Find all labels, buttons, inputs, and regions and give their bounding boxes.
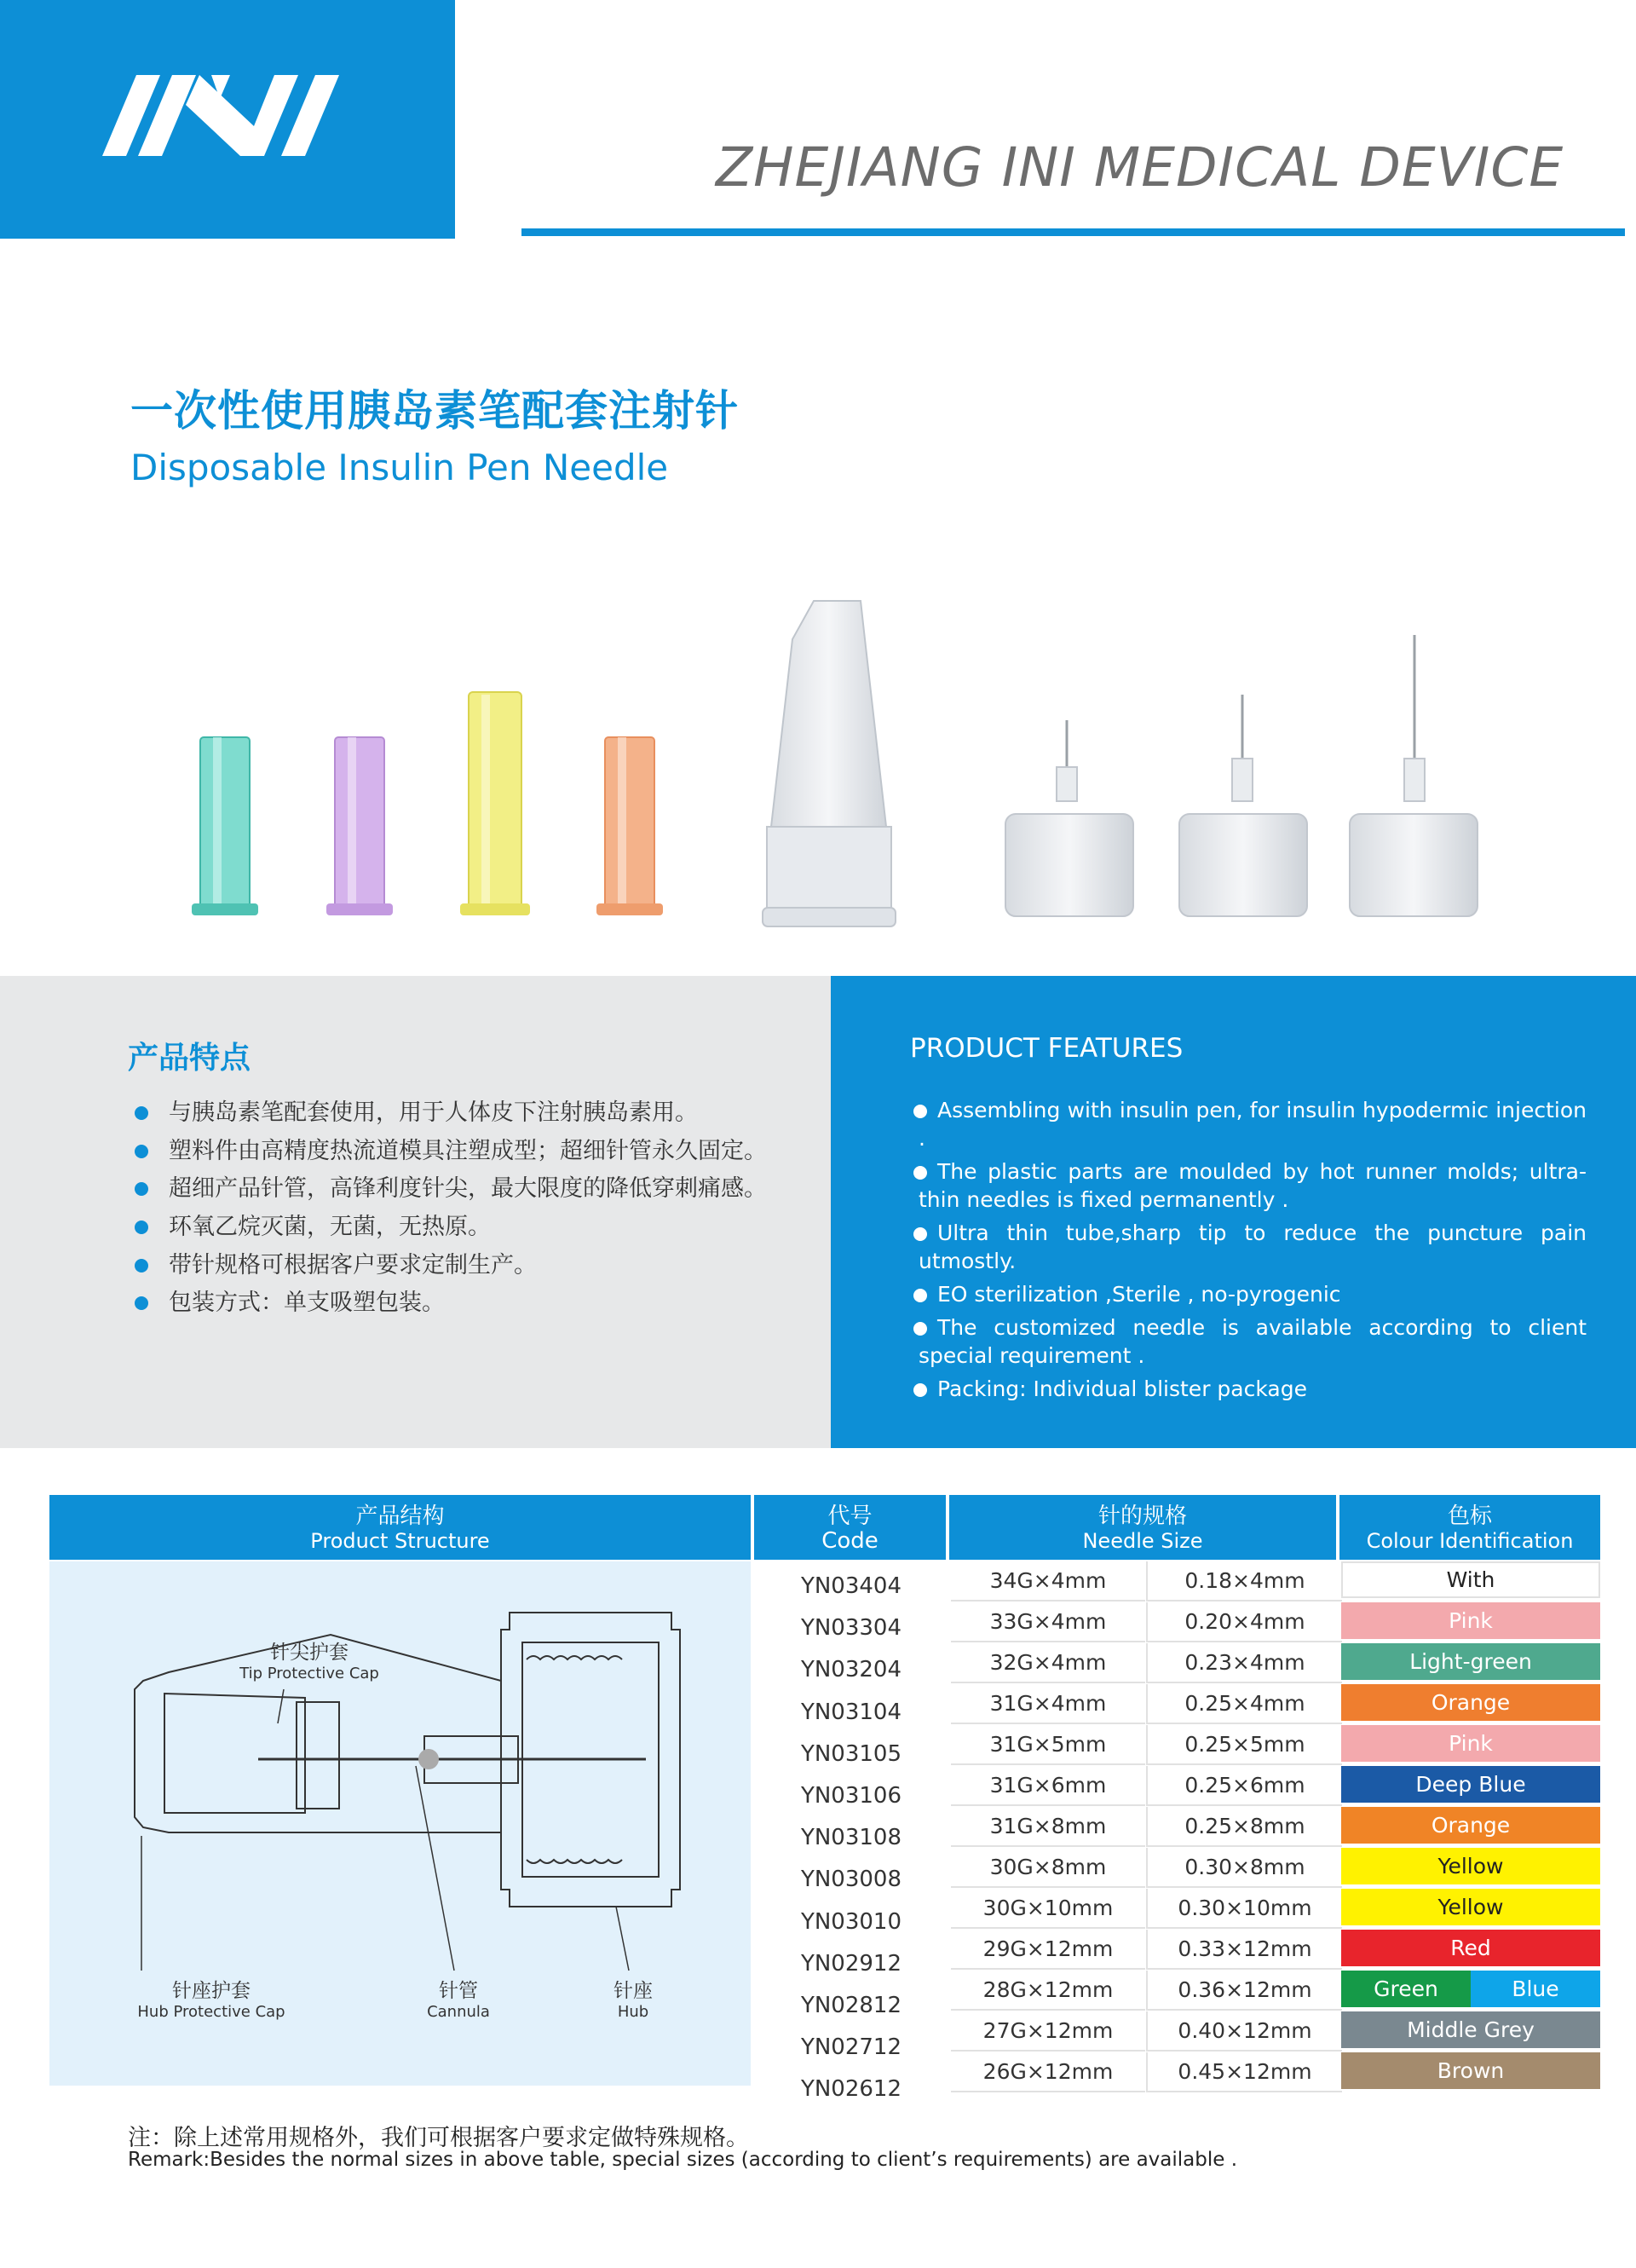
code-cell: YN03304 bbox=[800, 1615, 902, 1642]
header-colour bbox=[1339, 1495, 1600, 1560]
table-row bbox=[951, 1930, 1600, 1968]
table-row bbox=[951, 1848, 1600, 1886]
gauge-cell: 32G×4mm bbox=[951, 1643, 1145, 1683]
header-structure-en: Product Structure bbox=[310, 1529, 490, 1553]
gauge-cell: 31G×5mm bbox=[951, 1725, 1145, 1765]
mm-cell: 0.25×5mm bbox=[1146, 1725, 1342, 1765]
code-cell: YN03010 bbox=[800, 1908, 902, 1935]
code-cell: YN03404 bbox=[800, 1573, 902, 1599]
label-cannula-en: Cannula bbox=[427, 2003, 490, 2021]
list-item: Assembling with insulin pen, for insulin hypodermic injection . bbox=[913, 1096, 1587, 1152]
label-tip-cap bbox=[211, 1636, 407, 1682]
table-row bbox=[951, 2052, 1600, 2091]
list-item: 与胰岛素笔配套使用，用于人体皮下注射胰岛素用。 bbox=[128, 1099, 767, 1138]
needle-medium bbox=[1179, 695, 1307, 916]
colour-swatch-green: Green bbox=[1341, 1971, 1471, 2007]
gauge-cell: 30G×8mm bbox=[951, 1848, 1145, 1888]
list-item: Ultra thin tube,sharp tip to reduce the puncture pain utmostly. bbox=[913, 1219, 1587, 1275]
structure-diagram bbox=[49, 1561, 751, 2086]
remark-chinese: 注：除上述常用规格外，我们可根据客户要求定做特殊规格。 bbox=[128, 2125, 749, 2151]
mm-cell: 0.25×6mm bbox=[1146, 1766, 1342, 1806]
purple-cap bbox=[326, 737, 393, 915]
colour-cell: Deep Blue bbox=[1341, 1766, 1600, 1803]
title-chinese: 一次性使用胰岛素笔配套注射针 bbox=[130, 386, 739, 436]
label-hub-cap-en: Hub Protective Cap bbox=[137, 2003, 285, 2021]
label-tip-cap-zh: 针尖护套 bbox=[270, 1642, 349, 1664]
header-code bbox=[754, 1495, 946, 1560]
table-row bbox=[951, 1684, 1600, 1723]
features-chinese-list bbox=[128, 1099, 767, 1328]
label-cannula-zh: 针管 bbox=[439, 1980, 478, 2002]
colour-cell: Pink bbox=[1341, 1602, 1600, 1639]
label-cannula bbox=[407, 1975, 510, 2021]
code-cell: YN02812 bbox=[800, 1993, 902, 2018]
code-cell: YN02712 bbox=[800, 2034, 902, 2061]
label-hub-zh: 针座 bbox=[614, 1980, 653, 2002]
table-row bbox=[951, 1725, 1600, 1763]
label-hub bbox=[590, 1975, 676, 2021]
teal-cap bbox=[192, 737, 258, 915]
title-english: Disposable Insulin Pen Needle bbox=[130, 447, 669, 488]
gauge-cell: 34G×4mm bbox=[951, 1561, 1145, 1601]
colour-cell: Red bbox=[1341, 1930, 1600, 1966]
colour-cell: Light-green bbox=[1341, 1643, 1600, 1680]
colour-cell: Orange bbox=[1341, 1684, 1600, 1721]
header-code-en: Code bbox=[821, 1528, 878, 1554]
gauge-cell: 31G×4mm bbox=[951, 1684, 1145, 1724]
colour-cell: Orange bbox=[1341, 1807, 1600, 1844]
yellow-cap bbox=[460, 692, 530, 915]
table-row bbox=[951, 1766, 1600, 1804]
list-item: 超细产品针管，高锋利度针尖，最大限度的降低穿刺痛感。 bbox=[128, 1175, 767, 1214]
code-cell: YN02612 bbox=[800, 2076, 902, 2103]
mm-cell: 0.18×4mm bbox=[1146, 1561, 1342, 1601]
table-row bbox=[951, 1643, 1600, 1682]
colour-cell: Yellow bbox=[1341, 1848, 1600, 1884]
features-english-list bbox=[913, 1096, 1587, 1408]
label-hub-cap-zh: 针座护套 bbox=[172, 1980, 251, 2002]
ini-logo bbox=[102, 75, 358, 164]
gauge-cell: 27G×12mm bbox=[951, 2011, 1145, 2052]
mm-cell: 0.25×8mm bbox=[1146, 1807, 1342, 1847]
mm-cell: 0.33×12mm bbox=[1146, 1930, 1342, 1970]
gauge-cell: 33G×4mm bbox=[951, 1602, 1145, 1642]
list-item: 带针规格可根据客户要求定制生产。 bbox=[128, 1252, 767, 1290]
colour-cell bbox=[1341, 1971, 1600, 2007]
gauge-cell: 29G×12mm bbox=[951, 1930, 1145, 1970]
colour-swatch-blue: Blue bbox=[1471, 1971, 1600, 2007]
needle-long bbox=[1350, 635, 1478, 916]
header-structure bbox=[49, 1495, 751, 1560]
mm-cell: 0.45×12mm bbox=[1146, 2052, 1342, 2092]
features-chinese-title: 产品特点 bbox=[128, 1041, 251, 1076]
needle-short bbox=[1005, 720, 1133, 916]
header-code-zh: 代号 bbox=[827, 1503, 873, 1529]
orange-cap bbox=[596, 737, 663, 915]
label-hub-en: Hub bbox=[617, 2003, 649, 2021]
gauge-cell: 31G×8mm bbox=[951, 1807, 1145, 1847]
code-cell: YN03106 bbox=[800, 1783, 902, 1809]
gauge-cell: 26G×12mm bbox=[951, 2052, 1145, 2092]
list-item: 环氧乙烷灭菌，无菌，无热原。 bbox=[128, 1214, 767, 1252]
header-structure-zh: 产品结构 bbox=[355, 1503, 445, 1529]
header-rule bbox=[521, 228, 1625, 236]
clear-outer-cap bbox=[763, 601, 896, 926]
header-colour-en: Colour Identification bbox=[1366, 1529, 1574, 1553]
gauge-cell: 31G×6mm bbox=[951, 1766, 1145, 1806]
table-row bbox=[951, 2011, 1600, 2050]
mm-cell: 0.40×12mm bbox=[1146, 2011, 1342, 2052]
mm-cell: 0.30×8mm bbox=[1146, 1848, 1342, 1888]
colour-cell: Brown bbox=[1341, 2052, 1600, 2089]
list-item: The customized needle is available according to client special requirement . bbox=[913, 1313, 1587, 1370]
table-row bbox=[951, 1807, 1600, 1845]
label-tip-cap-en: Tip Protective Cap bbox=[239, 1665, 379, 1682]
features-english-title: PRODUCT FEATURES bbox=[910, 1033, 1184, 1064]
mm-cell: 0.30×10mm bbox=[1146, 1889, 1342, 1929]
specification-table bbox=[49, 1495, 1600, 2103]
header-size-zh: 针的规格 bbox=[1097, 1503, 1187, 1529]
gauge-cell: 28G×12mm bbox=[951, 1971, 1145, 2011]
list-item: The plastic parts are moulded by hot runner molds; ultra-thin needles is fixed permanently . bbox=[913, 1157, 1587, 1214]
header-size bbox=[949, 1495, 1336, 1560]
mm-cell: 0.23×4mm bbox=[1146, 1643, 1342, 1683]
colour-cell: Yellow bbox=[1341, 1889, 1600, 1925]
gauge-cell: 30G×10mm bbox=[951, 1889, 1145, 1929]
remark-english: Remark:Besides the normal sizes in above table, special sizes (according to client’s requirements) are available . bbox=[128, 2149, 1238, 2171]
mm-cell: 0.36×12mm bbox=[1146, 1971, 1342, 2011]
colour-cell: Middle Grey bbox=[1341, 2011, 1600, 2048]
logo-block bbox=[0, 0, 455, 239]
table-row bbox=[951, 1889, 1600, 1927]
table-row bbox=[951, 1561, 1600, 1600]
code-cell: YN03108 bbox=[800, 1825, 902, 1851]
table-row bbox=[951, 1971, 1600, 2009]
header-size-en: Needle Size bbox=[1082, 1529, 1203, 1553]
product-photos bbox=[170, 588, 1636, 938]
mm-cell: 0.25×4mm bbox=[1146, 1684, 1342, 1724]
colour-cell: Pink bbox=[1341, 1725, 1600, 1762]
header-colour-zh: 色标 bbox=[1447, 1503, 1492, 1529]
list-item: 塑料件由高精度热流道模具注塑成型；超细针管永久固定。 bbox=[128, 1138, 767, 1176]
code-cell: YN03008 bbox=[800, 1867, 902, 1893]
code-cell: YN03204 bbox=[800, 1657, 902, 1683]
mm-cell: 0.20×4mm bbox=[1146, 1602, 1342, 1642]
label-hub-cap bbox=[109, 1975, 314, 2021]
list-item: 包装方式：单支吸塑包装。 bbox=[128, 1290, 767, 1328]
code-cell: YN02912 bbox=[800, 1950, 902, 1977]
company-name: ZHEJIANG INI MEDICAL DEVICE bbox=[716, 136, 1564, 199]
table-row bbox=[951, 1602, 1600, 1641]
code-cell: YN03104 bbox=[800, 1699, 902, 1725]
code-cell: YN03105 bbox=[800, 1740, 902, 1767]
colour-cell: With bbox=[1341, 1561, 1600, 1598]
list-item: Packing: Individual blister package bbox=[913, 1375, 1587, 1403]
list-item: EO sterilization ,Sterile , no-pyrogenic bbox=[913, 1280, 1587, 1308]
